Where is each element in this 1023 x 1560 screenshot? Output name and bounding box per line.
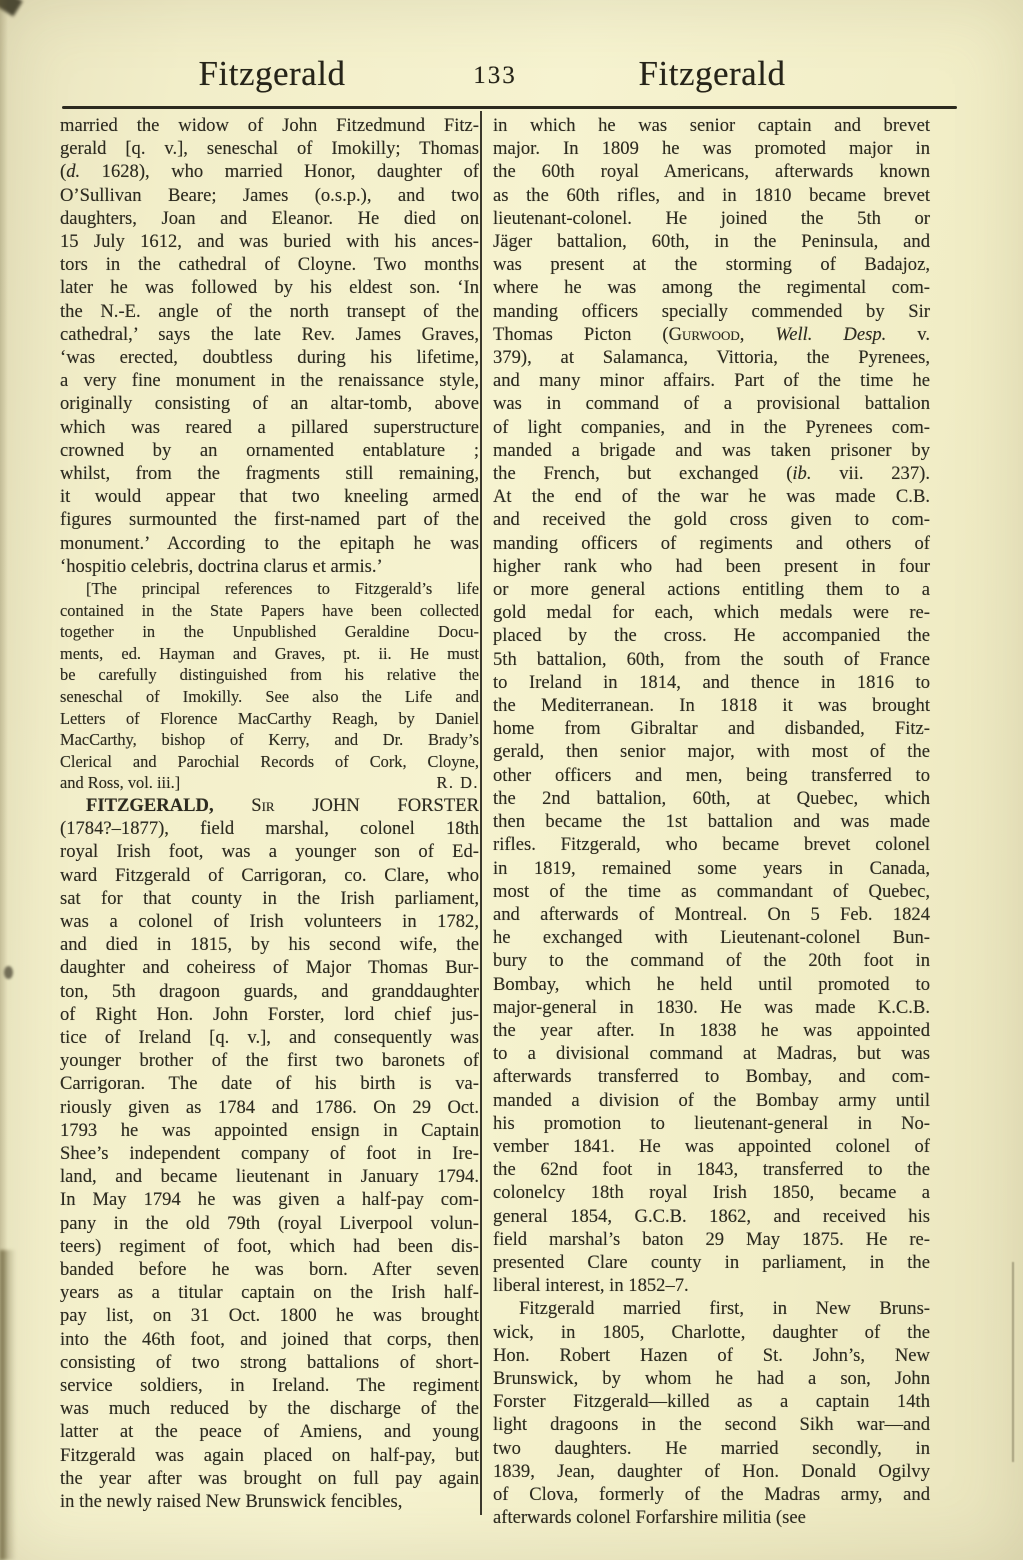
text-run: 379), at Salamanca, Vittoria, the Pyrenees, [493, 347, 930, 369]
bibliography-note [60, 578, 479, 794]
text-line [493, 184, 930, 207]
text-run: Letters of Florence MacCarthy Reagh, by Daniel [60, 708, 479, 728]
text-run: 1839, Jean, daughter of Hon. Donald Ogilvy [493, 1460, 930, 1482]
text-line [60, 817, 479, 840]
text-run: cathedral,’ says the late Rev. James Graves, [60, 323, 479, 345]
text-line [60, 933, 479, 956]
text-run: and Ross, vol. iii.] [60, 773, 181, 793]
text-run: At the end of the war he was made C.B. [493, 486, 930, 508]
text-run: was in command of a provisional battalion [493, 393, 930, 415]
text-run: was present at the storming of Badajoz, [493, 254, 930, 276]
text-run: together in the Unpublished Geraldine Docu- [60, 622, 479, 642]
text-run: into the 46th foot, and joined that corps, then [60, 1328, 479, 1350]
text-line [493, 1228, 930, 1251]
text-line [493, 694, 930, 717]
text-line [60, 207, 479, 230]
text-run: gerald, then senior major, with most of the [493, 741, 930, 763]
text-line [493, 416, 930, 439]
text-line [493, 996, 930, 1019]
text-run: teers) regiment of foot, which had been dis- [60, 1235, 479, 1257]
text-run: , [739, 323, 776, 345]
scan-gutter-shadow [0, 1250, 16, 1560]
text-run: rifles. Fitzgerald, who became brevet colonel [493, 834, 930, 856]
text-run: the year after was brought on full pay again [60, 1467, 479, 1489]
text-line [493, 485, 930, 508]
text-run: whilst, from the fragments still remaining, [60, 463, 479, 485]
text-line [60, 1142, 479, 1165]
text-line [60, 392, 479, 415]
text-line [60, 840, 479, 863]
running-header-left: Fitzgerald [198, 54, 346, 93]
text-run: was a colonel of Irish volunteers in 1782, [60, 911, 479, 933]
paragraph-marriages [493, 1297, 930, 1529]
text-run: JOHN FORSTER [274, 795, 479, 816]
text-run: daughter and coheiress of Major Thomas Bur- [60, 957, 479, 979]
text-line [493, 160, 930, 183]
text-line [493, 648, 930, 671]
text-run: then became the 1st battalion and was made [493, 811, 930, 833]
text-line [493, 1135, 930, 1158]
text-line [493, 369, 930, 392]
text-line [60, 729, 479, 751]
text-run: to a divisional command at Madras, but was [493, 1043, 930, 1065]
text-line [60, 1235, 479, 1258]
text-run: manded a brigade and was taken prisoner by [493, 439, 930, 461]
text-line [493, 1205, 930, 1228]
text-run: later he was followed by his eldest son. ‘In [60, 277, 479, 299]
text-run: or more general actions entitling them to a [493, 579, 930, 601]
text-run: v. [886, 323, 930, 345]
text-run: where he was among the regimental com- [493, 277, 930, 299]
text-run: crowned by an ornamented entablature ; [60, 439, 479, 461]
text-run: home from Gibraltar and disbanded, Fitz- [493, 718, 930, 740]
text-run: lieutenant-colonel. He joined the 5th or [493, 207, 930, 229]
text-run: MacCarthy, bishop of Kerry, and Dr. Brady’s [60, 730, 479, 750]
text-line [60, 600, 479, 622]
text-line [493, 1042, 930, 1065]
text-line [60, 508, 479, 531]
text-run: 1793 he was appointed ensign in Captain [60, 1119, 479, 1141]
text-line [60, 439, 479, 462]
text-line [60, 253, 479, 276]
text-line [493, 462, 930, 485]
text-line [60, 1467, 479, 1490]
text-run: as the 60th rifles, and in 1810 became brevet [493, 184, 930, 206]
text-line [60, 1397, 479, 1420]
text-line [60, 708, 479, 730]
text-line [493, 207, 930, 230]
text-run: in 1819, remained some years in Canada, [493, 857, 930, 879]
text-run: [The principal references to Fitzgerald’s life [86, 579, 479, 599]
text-line [493, 253, 930, 276]
text-line [60, 555, 479, 578]
text-run: wick, in 1805, Charlotte, daughter of the [493, 1321, 930, 1343]
text-line [60, 772, 479, 794]
text-run: ward Fitzgerald of Carrigoran, co. Clare, who [60, 864, 479, 886]
text-line [60, 485, 479, 508]
text-line [60, 686, 479, 708]
text-run: bury to the command of the 20th foot in [493, 950, 930, 972]
scan-ink-spot [4, 966, 13, 979]
text-run: liberal interest, in 1852–7. [493, 1275, 689, 1297]
left-column [60, 114, 479, 1513]
text-run: placed by the cross. He accompanied the [493, 625, 930, 647]
text-run: ‘hospitio celebris, doctrina clarus et armis.’ [60, 555, 383, 577]
text-run: latter at the peace of Amiens, and young [60, 1421, 479, 1443]
text-run: Fitzgerald was again placed on half-pay, but [60, 1444, 479, 1466]
text-run: pay list, on 31 Oct. 1800 he was brought [60, 1305, 479, 1327]
text-run: pany in the old 79th (royal Liverpool volun- [60, 1212, 479, 1234]
text-line [493, 1390, 930, 1413]
text-line [60, 114, 479, 137]
text-run: Carrigoran. The date of his birth is va- [60, 1073, 479, 1095]
text-line [493, 764, 930, 787]
text-line [60, 1374, 479, 1397]
text-line [493, 1506, 930, 1529]
text-run: it would appear that two kneeling armed [60, 486, 479, 508]
text-line [60, 794, 479, 817]
text-line [493, 276, 930, 299]
text-line [60, 1420, 479, 1443]
article-fitzgerald-john-forster [60, 794, 479, 1513]
text-run: a very fine monument in the renaissance style, [60, 370, 479, 392]
text-run: ments, ed. Hayman and Graves, pt. ii. He must [60, 643, 479, 663]
text-run: the 60th royal Americans, afterwards known [493, 161, 930, 183]
text-run: Well. Desp. [775, 323, 887, 345]
text-run: Sir [251, 795, 275, 816]
text-line [493, 1460, 930, 1483]
text-line [60, 1072, 479, 1095]
text-run: vember 1841. He was appointed colonel of [493, 1135, 930, 1157]
text-run: and afterwards of Montreal. On 5 Feb. 1824 [493, 903, 930, 925]
text-run: riously given as 1784 and 1786. On 29 Oct. [60, 1096, 479, 1118]
text-line [60, 621, 479, 643]
text-run: afterwards colonel Forfarshire militia (see [493, 1507, 806, 1529]
text-line [60, 664, 479, 686]
text-run: Brunswick, by whom he had a son, John [493, 1367, 930, 1389]
text-run: O’Sullivan Beare; James (o.s.p.), and two [60, 184, 479, 206]
text-line [60, 1188, 479, 1211]
text-run: Thomas Picton ( [493, 323, 669, 345]
text-run: afterwards transferred to Bombay, and com- [493, 1066, 930, 1088]
text-run: sat for that county in the Irish parliament, [60, 887, 479, 909]
text-run: manding officers of regiments and others of [493, 532, 930, 554]
text-run: higher rank who had been present in four [493, 555, 930, 577]
text-run: manded a division of the Bombay army until [493, 1089, 930, 1111]
text-line [493, 555, 930, 578]
text-run: of light companies, and in the Pyrenees com- [493, 416, 930, 438]
text-run: years as a titular captain on the Irish half- [60, 1282, 479, 1304]
text-line [60, 137, 479, 160]
text-line [493, 137, 930, 160]
text-line [60, 887, 479, 910]
text-run: vii. 237). [811, 463, 930, 485]
article-continuation-fitzgerald-seneschal [60, 114, 479, 578]
text-line [493, 346, 930, 369]
text-line [493, 601, 930, 624]
text-run: Bombay, which he held until promoted to [493, 973, 930, 995]
text-line [493, 1158, 930, 1181]
text-line [60, 910, 479, 933]
text-line [493, 787, 930, 810]
text-run: other officers and men, being transferred to [493, 764, 930, 786]
text-run: ( [60, 161, 67, 183]
text-line [493, 1274, 930, 1297]
text-run: tors in the cathedral of Cloyne. Two months [60, 254, 479, 276]
text-run: ton, 5th dragoon guards, and granddaughter [60, 980, 479, 1002]
text-run: Gurwood [668, 323, 740, 345]
text-run: Fitzgerald married first, in New Bruns- [519, 1298, 930, 1320]
text-line [493, 1019, 930, 1042]
text-run: Shee’s independent company of foot in Ire- [60, 1143, 479, 1165]
text-line [493, 439, 930, 462]
text-line [60, 160, 479, 183]
text-run: to Ireland in 1814, and thence in 1816 to [493, 671, 930, 693]
text-line [493, 1367, 930, 1390]
text-run: two daughters. He married secondly, in [493, 1437, 930, 1459]
text-line [493, 1251, 930, 1274]
text-line [493, 532, 930, 555]
text-line [60, 1328, 479, 1351]
text-run: of Right Hon. John Forster, lord chief jus- [60, 1003, 479, 1025]
text-line [60, 1351, 479, 1374]
text-run: major. In 1809 he was promoted major in [493, 138, 930, 160]
text-line [493, 1321, 930, 1344]
text-line [60, 956, 479, 979]
text-line [60, 1119, 479, 1142]
text-run: ib. [792, 463, 812, 485]
text-line [493, 624, 930, 647]
text-run: figures surmounted the first-named part of the [60, 509, 479, 531]
text-run: married the widow of John Fitzedmund Fitz- [60, 115, 479, 136]
column-divider [480, 111, 482, 1515]
text-line [60, 1490, 479, 1513]
text-line [493, 926, 930, 949]
text-line [60, 369, 479, 392]
text-run: royal Irish foot, was a younger son of Ed- [60, 841, 479, 863]
text-run: 15 July 1612, and was buried with his ances- [60, 231, 479, 253]
text-line [493, 717, 930, 740]
text-run: 1628), who married Honor, daughter of [80, 161, 479, 183]
running-header-right: Fitzgerald [638, 54, 786, 93]
text-run: Forster Fitzgerald—killed as a captain 14th [493, 1391, 930, 1413]
text-line [60, 578, 479, 600]
text-run: Jäger battalion, 60th, in the Peninsula, and [493, 231, 930, 253]
text-line [60, 980, 479, 1003]
text-line [493, 857, 930, 880]
text-line [493, 508, 930, 531]
text-line [493, 1437, 930, 1460]
text-run: service soldiers, in Ireland. The regiment [60, 1375, 479, 1397]
text-run: gerald [q. v.], seneschal of Imokilly; Thomas [60, 138, 479, 160]
text-run: the year after. In 1838 he was appointed [493, 1019, 930, 1041]
text-run: of Clova, formerly of the Madras army, and [493, 1483, 930, 1505]
text-line [60, 1026, 479, 1049]
text-line [493, 1344, 930, 1367]
text-line [493, 880, 930, 903]
text-run: he exchanged with Lieutenant-colonel Bun- [493, 927, 930, 949]
text-run: the 2nd battalion, 60th, at Quebec, which [493, 787, 930, 809]
text-run: (1784?–1877), field marshal, colonel 18th [60, 818, 479, 840]
text-line [60, 276, 479, 299]
text-run: In May 1794 he was given a half-pay com- [60, 1189, 479, 1211]
text-line [493, 810, 930, 833]
text-line [60, 643, 479, 665]
text-run: was much reduced by the discharge of the [60, 1398, 479, 1420]
text-line [60, 1165, 479, 1188]
text-run: his promotion to lieutenant-general in No- [493, 1112, 930, 1134]
text-line [60, 1304, 479, 1327]
text-run: be carefully distinguished from his relative the [60, 665, 479, 685]
text-line [60, 1444, 479, 1467]
text-line [60, 462, 479, 485]
text-line [493, 973, 930, 996]
text-line [60, 532, 479, 555]
text-line [493, 1065, 930, 1088]
text-line [60, 300, 479, 323]
text-run: most of the time as commandant of Quebec, [493, 880, 930, 902]
text-line [493, 903, 930, 926]
text-line [493, 740, 930, 763]
text-line [493, 1483, 930, 1506]
text-run: banded before he was born. After seven [60, 1259, 479, 1281]
text-run: younger brother of the first two baronets of [60, 1050, 479, 1072]
text-line [60, 323, 479, 346]
text-line [60, 184, 479, 207]
text-run: d. [66, 161, 81, 183]
text-line [60, 1003, 479, 1026]
text-run: the 62nd foot in 1843, transferred to the [493, 1159, 930, 1181]
text-run: which was reared a pillared superstructure [60, 416, 479, 438]
text-line [493, 114, 930, 137]
text-run: tice of Ireland [q. v.], and consequently was [60, 1027, 479, 1049]
text-line [493, 1181, 930, 1204]
text-line [493, 1089, 930, 1112]
text-run: seneschal of Imokilly. See also the Life and [60, 687, 479, 707]
text-run: 5th battalion, 60th, from the south of France [493, 648, 930, 670]
text-run: the N.-E. angle of the north transept of the [60, 300, 479, 322]
text-line [493, 1413, 930, 1436]
text-run: ‘was erected, doubtless during his lifetime, [60, 347, 479, 369]
text-run: contained in the State Papers have been collected [60, 600, 479, 620]
text-line [60, 1096, 479, 1119]
text-run: land, and became lieutenant in January 1794. [60, 1166, 479, 1188]
text-run: gold medal for each, which medals were re- [493, 602, 930, 624]
text-run: monument.’ According to the epitaph he was [60, 532, 479, 554]
text-run: Hon. Robert Hazen of St. John’s, New [493, 1344, 930, 1366]
text-run: general 1854, G.C.B. 1862, and received his [493, 1205, 930, 1227]
text-run: field marshal’s baton 29 May 1875. He re- [493, 1228, 930, 1250]
text-run: consisting of two strong battalions of short- [60, 1351, 479, 1373]
text-run: major-general in 1830. He was made K.C.B. [493, 996, 930, 1018]
text-line [60, 751, 479, 773]
text-line [60, 346, 479, 369]
text-line [493, 833, 930, 856]
text-run: daughters, Joan and Eleanor. He died on [60, 207, 479, 229]
page-number: 133 [473, 62, 517, 89]
text-line [60, 864, 479, 887]
text-run: the French, but exchanged ( [493, 463, 793, 485]
text-run: in the newly raised New Brunswick fencibles, [60, 1491, 403, 1513]
author-initials: R. D. [436, 773, 479, 793]
text-line [493, 578, 930, 601]
text-run: in which he was senior captain and brevet [493, 115, 930, 136]
text-run: light dragoons in the second Sikh war—and [493, 1414, 930, 1436]
text-run: manding officers specially commended by Sir [493, 300, 930, 322]
text-line [493, 323, 930, 346]
right-column [493, 114, 930, 1529]
text-line [60, 416, 479, 439]
text-line [493, 1112, 930, 1135]
text-run: and received the gold cross given to com- [493, 509, 930, 531]
text-line [493, 392, 930, 415]
text-line [493, 230, 930, 253]
text-line [60, 1212, 479, 1235]
text-run: presented Clare county in parliament, in the [493, 1251, 930, 1273]
text-run: Clerical and Parochial Records of Cork, Cloyne, [60, 751, 479, 771]
text-run: colonelcy 18th royal Irish 1850, became a [493, 1182, 930, 1204]
text-line [493, 300, 930, 323]
text-line [493, 671, 930, 694]
text-line [60, 1281, 479, 1304]
text-line [60, 1049, 479, 1072]
text-line [493, 1297, 930, 1320]
article-continuation-career [493, 114, 930, 1297]
text-line [493, 949, 930, 972]
text-line [60, 230, 479, 253]
text-run: and many minor affairs. Part of the time he [493, 370, 930, 392]
text-run: and died in 1815, by his second wife, the [60, 934, 479, 956]
text-run: originally consisting of an altar-tomb, above [60, 393, 479, 415]
header-rule [62, 106, 957, 109]
scan-right-edge-line [1012, 1262, 1014, 1462]
text-run: FITZGERALD, [86, 795, 214, 816]
text-run [214, 795, 252, 816]
text-line [60, 1258, 479, 1281]
text-run: the Mediterranean. In 1818 it was brought [493, 695, 930, 717]
